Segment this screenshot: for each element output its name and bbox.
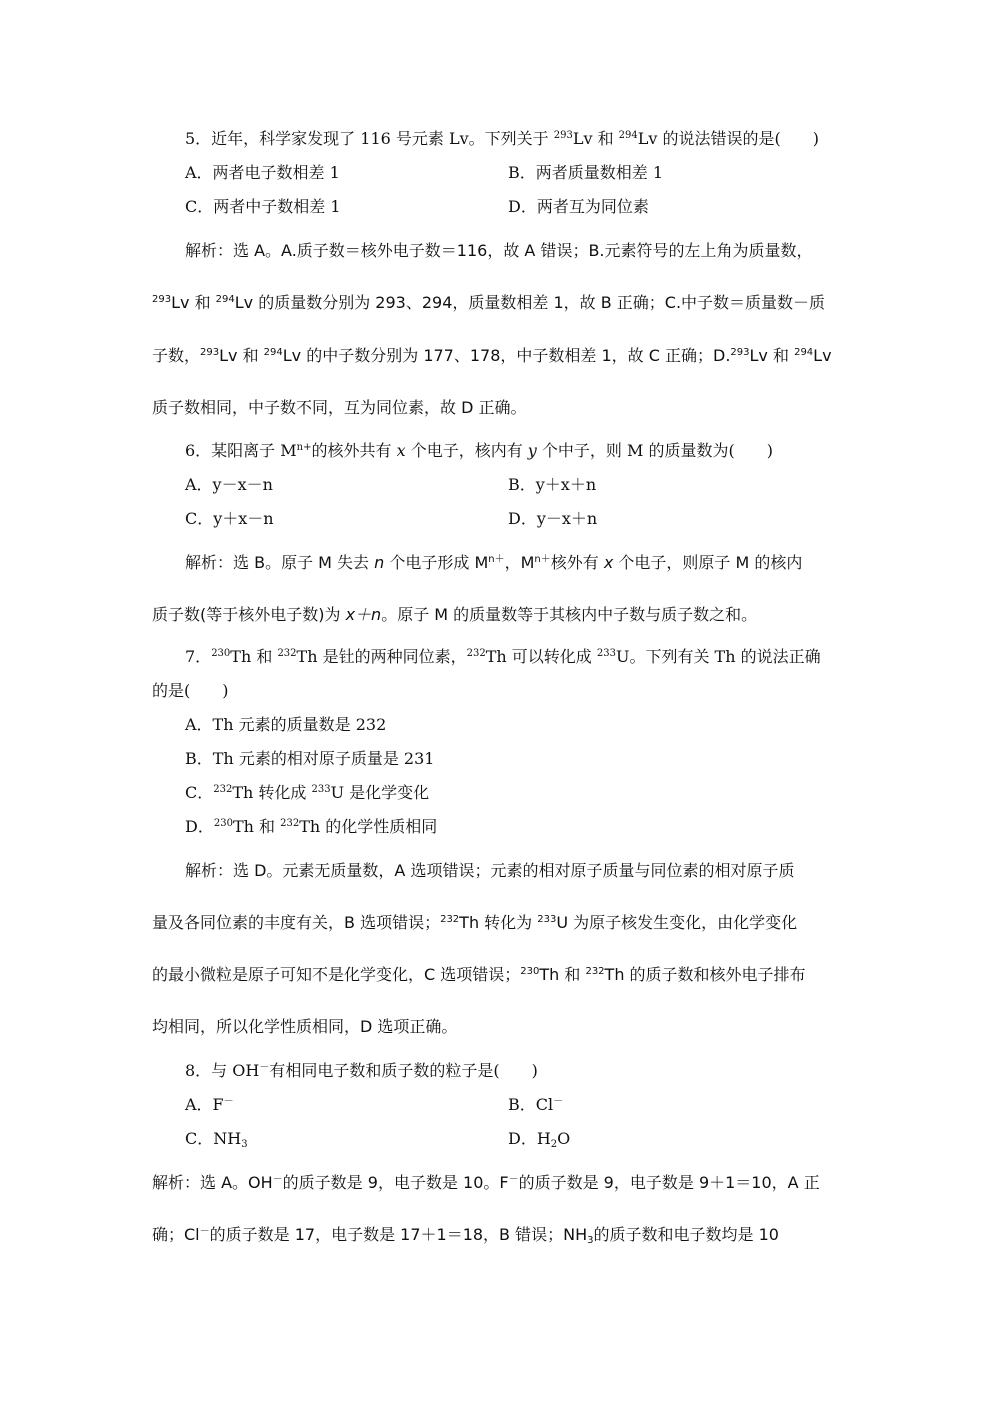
- q7-option-c: C．$^{232}$Th 转化成 $^{233}$U 是化学变化: [185, 783, 430, 802]
- q7-stem-line1: 7．$^{230}$Th 和 $^{232}$Th 是钍的两种同位素，$^{232}$Th 可以转化成 $^{233}$U。下列有关 Th 的说法正确: [185, 647, 821, 666]
- q5-answer-line1: 解析：选 A。A.质子数＝核外电子数＝116，故 A 错误；B.元素符号的左上角为质量数，: [185, 241, 813, 260]
- q8-option-d: D．$H_2O$: [508, 1129, 571, 1150]
- q7-stem-line2: 的是( ): [152, 681, 229, 700]
- q5-answer-line3: 子数，$^{293}$Lv 和 $^{294}$Lv 的中子数分别为 177、178，中子数相差 1，故 C 正确；D.$^{293}$Lv 和 $^{294}$Lv: [152, 346, 832, 365]
- q7-option-d: D．$^{230}$Th 和 $^{232}$Th 的化学性质相同: [185, 817, 438, 836]
- q8-option-b: B．Cl－: [508, 1095, 564, 1114]
- q5-answer-line4: 质子数相同，中子数不同，互为同位素，故 D 正确。: [152, 398, 527, 417]
- q6-stem: 6．某阳离子 $M^{n+}$的核外共有 x 个电子，核内有 y 个中子，则 M 的质量数为( ): [185, 441, 773, 460]
- q7-option-b: B．Th 元素的相对原子质量是 231: [185, 749, 435, 768]
- q5-option-b: B．两者质量数相差 1: [508, 163, 664, 182]
- q8-option-c: C．$NH_3$: [185, 1129, 248, 1150]
- q5-option-a: A．两者电子数相差 1: [185, 163, 340, 182]
- q8-stem: 8．与 OH－有相同电子数和质子数的粒子是( ): [185, 1061, 538, 1080]
- q6-option-c: C．y＋x－n: [185, 509, 274, 528]
- q7-answer-line4: 均相同，所以化学性质相同，D 选项正确。: [152, 1017, 458, 1036]
- q7-answer-line2: 量及各同位素的丰度有关，B 选项错误；$^{232}$Th 转化为 $^{233}$U 为原子核发生变化，由化学变化: [152, 913, 798, 932]
- q5-stem: 5．近年，科学家发现了 116 号元素 Lv。下列关于 $^{293}$Lv 和 $^{294}$Lv 的说法错误的是( ): [185, 129, 820, 148]
- q6-option-d: D．y－x＋n: [508, 509, 598, 528]
- q7-answer-line1: 解析：选 D。元素无质量数，A 选项错误；元素的相对原子质量与同位素的相对原子质: [185, 861, 795, 880]
- q7-answer-line3: 的最小微粒是原子可知不是化学变化，C 选项错误；$^{230}$Th 和 $^{232}$Th 的质子数和核外电子排布: [152, 965, 806, 984]
- q6-answer-line1: 解析：选 B。原子 M 失去 n 个电子形成 $M^{n+}$，$M^{n+}$核外有 x 个电子，则原子 M 的核内: [185, 553, 803, 572]
- q8-answer-line2: 确；Cl－的质子数是 17，电子数是 17＋1＝18，B 错误；$NH_3$的质子数和电子数均是 10: [152, 1225, 779, 1246]
- q5-option-d: D．两者互为同位素: [508, 197, 649, 216]
- q7-option-a: A．Th 元素的质量数是 232: [185, 715, 387, 734]
- q6-option-b: B．y＋x＋n: [508, 475, 597, 494]
- q6-answer-line2: 质子数(等于核外电子数)为 x＋n。原子 M 的质量数等于其核内中子数与质子数之和。: [152, 605, 758, 624]
- q8-option-a: A．F－: [185, 1095, 234, 1114]
- q6-option-a: A．y－x－n: [185, 475, 273, 494]
- q5-option-c: C．两者中子数相差 1: [185, 197, 341, 216]
- q8-answer-line1: 解析：选 A。OH－的质子数是 9，电子数是 10。F－的质子数是 9，电子数是 9＋1＝10，A 正: [152, 1173, 820, 1192]
- q5-answer-line2: $^{293}$Lv 和 $^{294}$Lv 的质量数分别为 293、294，质量数相差 1，故 B 正确；C.中子数＝质量数－质: [152, 293, 826, 312]
